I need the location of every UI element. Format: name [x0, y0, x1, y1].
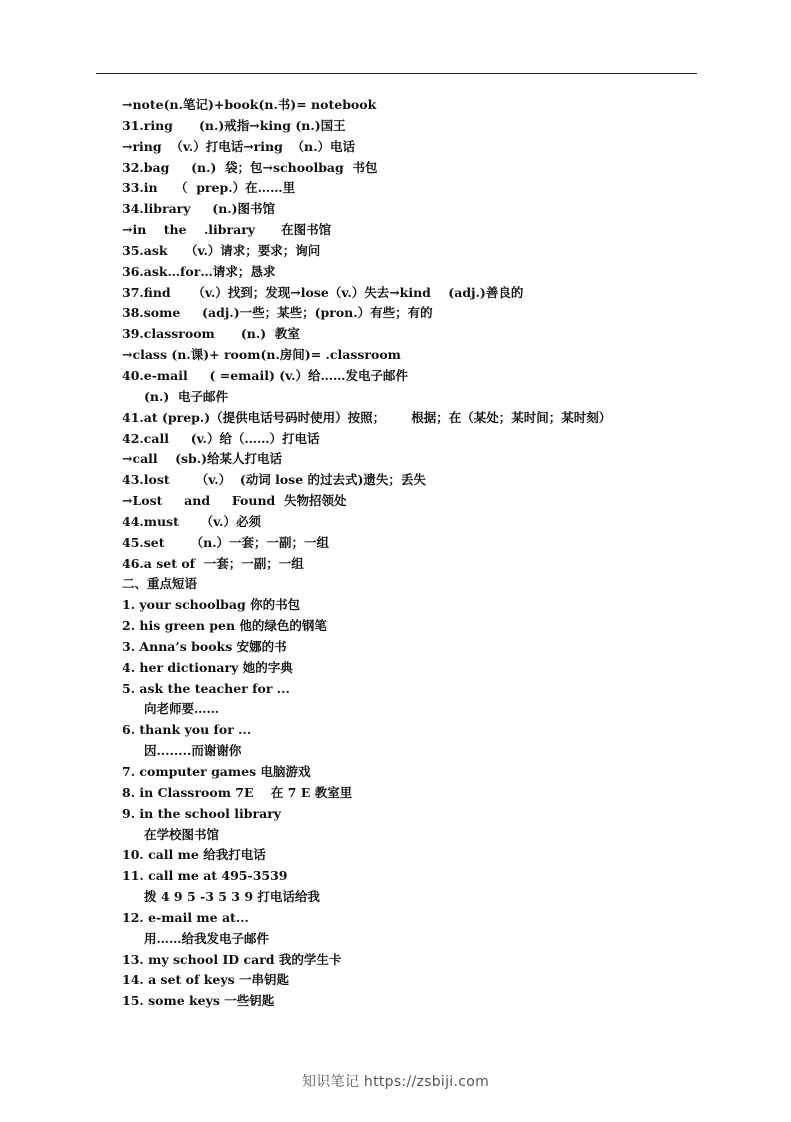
footer-watermark: 知识笔记 https://zsbiji.com [301, 1074, 490, 1090]
text-line: 9. in the school library [122, 805, 282, 821]
text-line: 39.classroom (n.) 教室 [122, 326, 300, 342]
text-line: 31.ring (n.)戒指→king (n.)国王 [122, 117, 346, 133]
text-line: 7. computer games 电脑游戏 [122, 764, 311, 779]
text-line: 因........而谢谢你 [144, 743, 242, 759]
text-line: (n.) 电子邮件 [144, 388, 228, 404]
text-line: 38.some (adj.)一些；某些；(pron.）有些；有的 [122, 305, 433, 321]
text-line: 1. your schoolbag 你的书包 [122, 597, 301, 613]
text-line: 11. call me at 495-3539 [122, 868, 288, 884]
text-line: →in the .library 在图书馆 [122, 222, 332, 238]
text-line: 13. my school ID card 我的学生卡 [122, 951, 342, 967]
text-line: 43.lost （v.） (动词 lose 的过去式)遗失；丢失 [122, 472, 426, 488]
text-line: 35.ask （v.）请求；要求；询问 [122, 242, 321, 258]
text-line: →note(n.笔记)+book(n.书)= notebook [122, 97, 377, 112]
text-line: →call (sb.)给某人打电话 [122, 451, 283, 467]
text-line: 10. call me 给我打电话 [122, 847, 266, 863]
text-line: 36.ask…for…请求；恳求 [122, 263, 276, 279]
text-line: 37.find （v.）找到；发现→lose（v.）失去→kind (adj.)善良的 [122, 284, 524, 300]
text-line: 8. in Classroom 7E 在 7 E 教室里 [122, 784, 353, 800]
section-heading: 二、重点短语 [122, 576, 198, 592]
text-line: 45.set （n.）一套；一副；一组 [122, 534, 330, 550]
text-line: 42.call (v.）给（……）打电话 [122, 430, 320, 446]
text-line: 32.bag (n.) 袋；包→schoolbag 书包 [122, 159, 378, 175]
text-line: 46.a set of 一套；一副；一组 [122, 555, 304, 571]
text-line: 12. e-mail me at... [122, 909, 249, 925]
header-divider [96, 73, 697, 74]
text-line: →class (n.课)+ room(n.房间)= .classroom [122, 347, 401, 363]
text-line: 15. some keys 一些钥匙 [122, 993, 275, 1009]
text-line: 33.in （ prep.）在……里 [122, 180, 296, 196]
text-line: 40.e-mail ( =email) (v.）给……发电子邮件 [122, 367, 409, 383]
text-line: 4. her dictionary 她的字典 [122, 659, 293, 675]
text-line: 用……给我发电子邮件 [144, 930, 270, 946]
text-line: 在学校图书馆 [144, 826, 220, 842]
text-line: 拨 4 9 5 -3 5 3 9 打电话给我 [144, 889, 320, 905]
text-line: 14. a set of keys 一串钥匙 [122, 972, 289, 988]
text-line: 3. Anna’s books 安娜的书 [122, 638, 287, 654]
document-body [122, 95, 722, 1012]
text-line: 5. ask the teacher for ... [122, 680, 290, 696]
text-line: 6. thank you for ... [122, 722, 252, 738]
text-line: →Lost and Found 失物招领处 [122, 493, 347, 509]
text-line: 34.library (n.)图书馆 [122, 201, 276, 217]
text-line: 向老师要…… [144, 701, 220, 717]
text-line: 44.must （v.）必须 [122, 513, 261, 529]
text-line: →ring （v.）打电话→ring （n.）电话 [122, 138, 355, 154]
text-line: 2. his green pen 他的绿色的钢笔 [122, 618, 327, 634]
text-line: 41.at (prep.)（提供电话号码时使用）按照； 根据；在（某处；某时间；某时刻） [122, 409, 612, 425]
